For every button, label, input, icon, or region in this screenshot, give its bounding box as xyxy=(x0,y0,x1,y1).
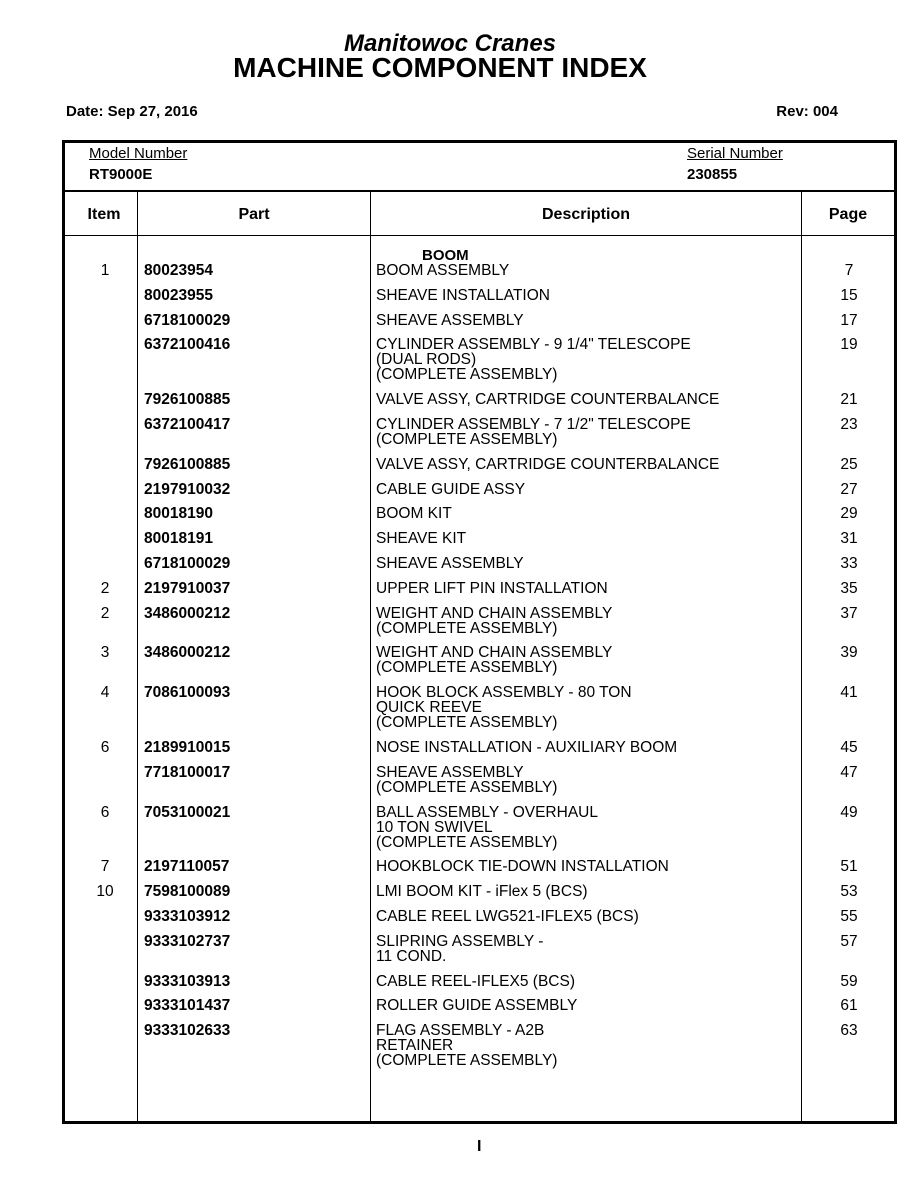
row-page: 49 xyxy=(840,803,858,821)
row-description-line: 10 TON SWIVEL xyxy=(376,818,493,836)
row-page: 47 xyxy=(840,763,858,781)
row-part-number: 2189910015 xyxy=(144,739,231,756)
row-item: 2 xyxy=(100,604,110,622)
row-page: 41 xyxy=(840,684,858,702)
section-heading: BOOM xyxy=(422,247,469,264)
row-description xyxy=(376,998,806,1013)
row-description-line: (COMPLETE ASSEMBLY) xyxy=(376,714,558,732)
row-description-line: CYLINDER ASSEMBLY - 9 1/4" TELESCOPE xyxy=(376,336,691,354)
serial-number-value: 230855 xyxy=(687,166,738,183)
row-page: 25 xyxy=(840,455,858,473)
row-description-line: VALVE ASSY, CARTRIDGE COUNTERBALANCE xyxy=(376,391,720,409)
row-description-line: VALVE ASSY, CARTRIDGE COUNTERBALANCE xyxy=(376,455,720,473)
row-page: 21 xyxy=(840,391,858,409)
row-description xyxy=(376,1023,806,1068)
row-description-line: BOOM ASSEMBLY xyxy=(376,262,510,279)
row-item: 6 xyxy=(100,739,110,756)
row-item: 6 xyxy=(100,803,110,821)
row-description xyxy=(376,859,806,874)
row-page: 53 xyxy=(840,883,858,901)
row-part-number: 2197910037 xyxy=(144,579,231,597)
header-divider xyxy=(65,190,894,192)
row-description-line: (COMPLETE ASSEMBLY) xyxy=(376,619,558,637)
row-page: 17 xyxy=(840,311,858,329)
row-description xyxy=(376,506,806,521)
component-index-table xyxy=(62,140,897,1124)
row-description xyxy=(376,884,806,899)
row-page: 15 xyxy=(840,286,858,304)
row-page: 31 xyxy=(840,530,858,548)
row-page: 61 xyxy=(840,997,858,1015)
row-description xyxy=(376,581,806,596)
row-item: 7 xyxy=(100,858,110,876)
row-description-line: BOOM KIT xyxy=(376,505,452,523)
column-header-item: Item xyxy=(87,206,121,223)
row-item: 4 xyxy=(100,684,110,702)
row-description-line: CABLE GUIDE ASSY xyxy=(376,480,526,498)
row-part-number: 80018190 xyxy=(144,505,213,523)
revision-label: Rev: 004 xyxy=(776,103,838,120)
row-description-line: LMI BOOM KIT - iFlex 5 (BCS) xyxy=(376,883,588,901)
row-page: 33 xyxy=(840,555,858,572)
row-description-line: SLIPRING ASSEMBLY - xyxy=(376,932,544,950)
company-name: Manitowoc Cranes xyxy=(343,30,557,57)
row-description-line: (COMPLETE ASSEMBLY) xyxy=(376,778,558,796)
row-page: 37 xyxy=(840,604,858,622)
row-description xyxy=(376,457,806,472)
row-description-line: SHEAVE INSTALLATION xyxy=(376,286,550,304)
row-part-number: 9333103912 xyxy=(144,908,231,925)
row-part-number: 6718100029 xyxy=(144,555,231,572)
column-header-description: Description xyxy=(541,206,630,223)
row-description-line: QUICK REEVE xyxy=(376,699,482,717)
row-part-number: 3486000212 xyxy=(144,644,231,662)
row-page: 63 xyxy=(840,1022,858,1040)
row-description-line: BALL ASSEMBLY - OVERHAUL xyxy=(376,803,598,821)
row-page: 19 xyxy=(840,336,858,354)
row-page: 7 xyxy=(844,262,854,279)
row-description-line: SHEAVE ASSEMBLY xyxy=(376,311,524,329)
row-description xyxy=(376,934,806,964)
row-description xyxy=(376,337,806,382)
row-part-number: 2197110057 xyxy=(144,858,230,876)
row-description xyxy=(376,531,806,546)
row-part-number: 80023954 xyxy=(144,262,213,279)
row-description xyxy=(376,765,806,795)
row-page: 51 xyxy=(840,858,858,876)
page-number: I xyxy=(477,1138,482,1155)
row-item: 2 xyxy=(100,579,110,597)
row-page: 55 xyxy=(840,908,858,925)
row-description-line: UPPER LIFT PIN INSTALLATION xyxy=(376,579,608,597)
column-divider-part xyxy=(370,191,371,1121)
serial-number-label: Serial Number xyxy=(687,145,783,162)
row-part-number: 2197910032 xyxy=(144,480,231,498)
row-description-line: CABLE REEL-IFLEX5 (BCS) xyxy=(376,972,575,990)
row-page: 57 xyxy=(840,932,858,950)
row-description-line: HOOKBLOCK TIE-DOWN INSTALLATION xyxy=(376,858,669,876)
row-description-line: SHEAVE KIT xyxy=(376,530,467,548)
row-part-number: 80018191 xyxy=(144,530,213,548)
row-description-line: HOOK BLOCK ASSEMBLY - 80 TON xyxy=(376,684,632,702)
row-description xyxy=(376,909,806,924)
row-page: 39 xyxy=(840,644,858,662)
row-description xyxy=(376,263,806,278)
row-description-line: WEIGHT AND CHAIN ASSEMBLY xyxy=(376,604,613,622)
row-part-number: 6718100029 xyxy=(144,311,231,329)
row-description xyxy=(376,685,806,730)
row-description-line: SHEAVE ASSEMBLY xyxy=(376,763,524,781)
row-part-number: 6372100416 xyxy=(144,336,231,354)
row-part-number: 7926100885 xyxy=(144,455,231,473)
row-description-line: SHEAVE ASSEMBLY xyxy=(376,555,524,572)
row-description-line: (DUAL RODS) xyxy=(376,351,477,369)
row-description-line: (COMPLETE ASSEMBLY) xyxy=(376,659,558,677)
row-page: 23 xyxy=(840,416,858,433)
row-description xyxy=(376,417,806,447)
row-description-line: RETAINER xyxy=(376,1037,454,1055)
row-page: 29 xyxy=(840,505,858,523)
row-description xyxy=(376,740,806,755)
row-part-number: 9333103913 xyxy=(144,972,231,990)
row-description-line: FLAG ASSEMBLY - A2B xyxy=(376,1022,545,1040)
row-item: 10 xyxy=(96,883,114,901)
row-item: 1 xyxy=(100,262,110,279)
row-description xyxy=(376,313,806,328)
model-number-value: RT9000E xyxy=(89,166,153,183)
row-part-number: 9333102737 xyxy=(144,932,231,950)
row-description xyxy=(376,556,806,571)
model-number-label: Model Number xyxy=(89,145,188,162)
row-part-number: 7718100017 xyxy=(144,763,231,781)
row-part-number: 6372100417 xyxy=(144,416,231,433)
row-page: 27 xyxy=(840,480,858,498)
row-part-number: 80023955 xyxy=(144,286,213,304)
row-description xyxy=(376,288,806,303)
row-part-number: 7598100089 xyxy=(144,883,231,901)
row-description-line: WEIGHT AND CHAIN ASSEMBLY xyxy=(376,644,613,662)
row-description xyxy=(376,392,806,407)
row-description xyxy=(376,805,806,850)
date-label: Date: Sep 27, 2016 xyxy=(66,103,198,120)
row-part-number: 7086100093 xyxy=(144,684,231,702)
column-header-divider xyxy=(65,235,894,236)
row-page: 45 xyxy=(840,739,858,756)
row-description-line: ROLLER GUIDE ASSEMBLY xyxy=(376,997,578,1015)
row-part-number: 3486000212 xyxy=(144,604,231,622)
row-description-line: (COMPLETE ASSEMBLY) xyxy=(376,833,558,851)
column-header-part: Part xyxy=(238,206,270,223)
row-part-number: 7053100021 xyxy=(144,803,231,821)
row-description-line: 11 COND. xyxy=(376,947,447,965)
row-description-line: CYLINDER ASSEMBLY - 7 1/2" TELESCOPE xyxy=(376,416,691,433)
row-page: 35 xyxy=(840,579,858,597)
row-part-number: 9333101437 xyxy=(144,997,231,1015)
row-description-line: NOSE INSTALLATION - AUXILIARY BOOM xyxy=(376,739,678,756)
row-item: 3 xyxy=(100,644,110,662)
row-description xyxy=(376,974,806,989)
row-description xyxy=(376,606,806,636)
row-part-number: 7926100885 xyxy=(144,391,231,409)
row-description-line: (COMPLETE ASSEMBLY) xyxy=(376,1052,558,1070)
row-description-line: CABLE REEL LWG521-IFLEX5 (BCS) xyxy=(376,908,639,925)
row-description xyxy=(376,482,806,497)
row-description-line: (COMPLETE ASSEMBLY) xyxy=(376,431,558,448)
row-page: 59 xyxy=(840,972,858,990)
row-description xyxy=(376,645,806,675)
row-description-line: (COMPLETE ASSEMBLY) xyxy=(376,366,558,384)
document-title: MACHINE COMPONENT INDEX xyxy=(233,52,647,83)
row-part-number: 9333102633 xyxy=(144,1022,231,1040)
column-header-page: Page xyxy=(828,206,868,223)
